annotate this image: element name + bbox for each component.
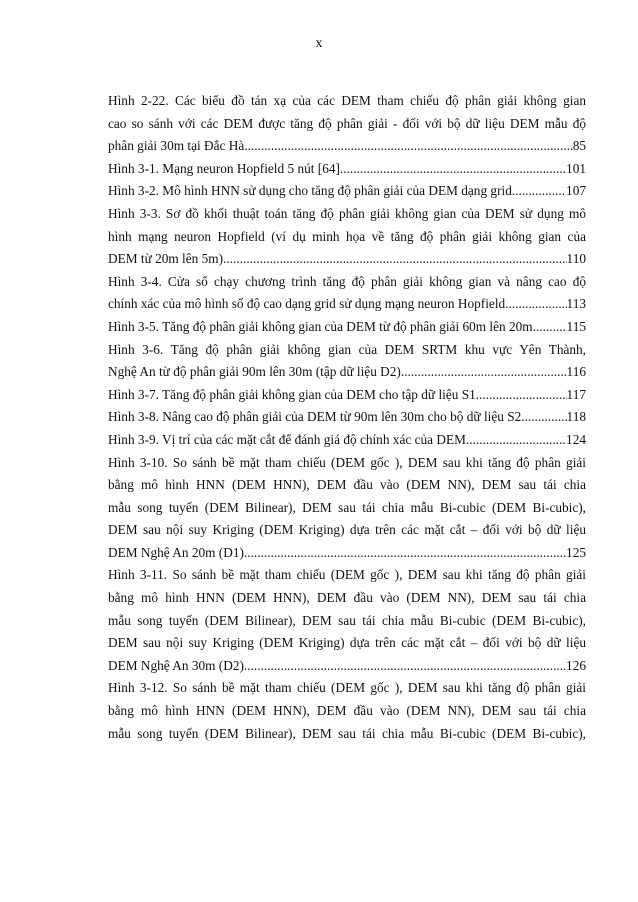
toc-entry-page: 126 [566, 657, 586, 673]
dot-leader [340, 158, 566, 181]
toc-entry-title: Hình 3-1. Mạng neuron Hopfield 5 nút [64] [108, 160, 340, 176]
toc-entry-page: 125 [566, 544, 586, 560]
toc-entry-page: 118 [566, 409, 586, 425]
toc-entry-line: DEM sau nội suy Kriging (DEM Kriging) dựa trên các mặt cắt – đối với bộ dữ liệu [108, 635, 586, 651]
toc-entry-title: Hình 3-2. Mô hình HNN sử dụng cho tăng độ phân giải của DEM dạng grid [108, 183, 512, 199]
toc-entry-page: 113 [566, 296, 586, 312]
dot-leader [401, 361, 567, 384]
toc-entry[interactable] [108, 452, 586, 565]
toc-entry[interactable] [108, 406, 586, 429]
toc-entry[interactable] [108, 677, 586, 745]
toc-entry-title: Hình 3-5. Tăng độ phân giải không gian của DEM từ độ phân giải 60m lên 20m. [108, 318, 536, 334]
toc-entry-line: Hình 3-12. So sánh bề mặt tham chiếu (DEM gốc ), DEM sau khi tăng độ phân giải [108, 680, 586, 696]
toc-entry[interactable] [108, 429, 586, 452]
toc-entry-last-line [108, 406, 586, 429]
toc-entry[interactable] [108, 180, 586, 203]
toc-entry-line: hình mạng neuron Hopfield (ví dụ minh họa về tăng độ phân giải không gian của [108, 228, 586, 244]
dot-leader [244, 135, 572, 158]
page-number: x [315, 36, 323, 51]
dot-leader [244, 655, 566, 678]
dot-leader [223, 248, 566, 271]
toc-entry-last-line [108, 361, 586, 384]
dot-leader [466, 429, 566, 452]
toc-entry-page: 110 [566, 251, 586, 267]
toc-entry-title: Hình 3-9. Vị trí của các mặt cắt để đánh giá độ chính xác của DEM [108, 431, 466, 447]
toc-entry-last-line [108, 158, 586, 181]
toc-entry-line: mẫu song tuyến (DEM Bilinear), DEM sau tái chia mẫu Bi-cubic (DEM Bi-cubic), [108, 725, 586, 741]
toc-entry-page: 115 [566, 318, 586, 334]
toc-entry-last-line [108, 429, 586, 452]
toc-entry-last-line [108, 180, 586, 203]
toc-entry[interactable] [108, 384, 586, 407]
toc-entry-title: Hình 3-8. Nâng cao độ phân giải của DEM từ 90m lên 30m cho bộ dữ liệu S2 [108, 409, 522, 425]
toc-entry-title: phân giải 30m tại Đắc Hà [108, 138, 245, 154]
toc-entry[interactable] [108, 339, 586, 384]
toc-entry-page: 85 [572, 138, 586, 154]
toc-entry[interactable] [108, 271, 586, 316]
toc-entry-title: DEM Nghệ An 20m (D1) [108, 544, 244, 560]
toc-entry-last-line [108, 135, 586, 158]
toc-entry-last-line [108, 542, 586, 565]
dot-leader [244, 542, 566, 565]
toc-entry-line: Hình 2-22. Các biểu đồ tán xạ của các DEM tham chiếu độ phân giải không gian [108, 93, 586, 108]
dot-leader [505, 293, 566, 316]
toc-entry-line: bằng mô hình HNN (DEM HNN), DEM đầu vào (DEM NN), DEM sau tái chia [108, 703, 586, 719]
toc-entry[interactable] [108, 203, 586, 271]
dot-leader [476, 384, 567, 407]
toc-entry-page: 124 [566, 431, 586, 447]
toc-entry[interactable] [108, 158, 586, 181]
toc-entry-page: 116 [566, 364, 586, 380]
dot-leader [512, 180, 566, 203]
toc-entry-title: Nghệ An từ độ phân giải 90m lên 30m (tập dữ liệu D2) [108, 364, 401, 380]
toc-entry[interactable] [108, 564, 586, 677]
toc-entry-last-line [108, 655, 586, 678]
toc-entry-page: 107 [566, 183, 586, 199]
toc-entry-line: Hình 3-10. So sánh bề mặt tham chiếu (DEM gốc ), DEM sau khi tăng độ phân giải [108, 454, 586, 470]
dot-leader [536, 316, 567, 339]
toc-entry-title: DEM Nghệ An 30m (D2) [108, 657, 244, 673]
toc-entry-title: Hình 3-7. Tăng độ phân giải không gian của DEM cho tập dữ liệu S1 [108, 386, 476, 402]
toc-entry-last-line [108, 384, 586, 407]
toc-entry-line: mẫu song tuyến (DEM Bilinear), DEM sau tái chia mẫu Bi-cubic (DEM Bi-cubic), [108, 612, 586, 628]
toc-entry[interactable] [108, 90, 586, 158]
toc-entry-last-line [108, 316, 586, 339]
toc-entry-line: bằng mô hình HNN (DEM HNN), DEM đầu vào (DEM NN), DEM sau tái chia [108, 477, 586, 493]
toc-entry-page: 117 [566, 386, 586, 402]
toc-entry-line: DEM sau nội suy Kriging (DEM Kriging) dựa trên các mặt cắt – đối với bộ dữ liệu [108, 522, 586, 538]
dot-leader [521, 406, 566, 429]
toc-entry-line: bằng mô hình HNN (DEM HNN), DEM đầu vào (DEM NN), DEM sau tái chia [108, 590, 586, 606]
toc-entry-line: Hình 3-11. So sánh bề mặt tham chiếu (DEM gốc ), DEM sau khi tăng độ phân giải [108, 567, 586, 583]
toc-entry-last-line [108, 293, 586, 316]
toc-entry-line: cao so sánh với các DEM được tăng độ phân giải - đối với bộ dữ liệu DEM mẫu độ [108, 115, 586, 131]
toc-entry[interactable] [108, 316, 586, 339]
toc-entry-line: Hình 3-3. Sơ đồ khối thuật toán tăng độ phân giải không gian của DEM sử dụng mô [108, 205, 586, 221]
toc-entry-title: chính xác của mô hình số độ cao dạng grid sử dụng mạng neuron Hopfield [108, 296, 506, 312]
toc-entry-page: 101 [566, 160, 586, 176]
toc-entry-last-line [108, 248, 586, 271]
toc-entry-title: DEM từ 20m lên 5m) [108, 251, 224, 267]
toc-entry-line: Hình 3-4. Cửa sổ chạy chương trình tăng độ phân giải không gian và nâng cao độ [108, 273, 586, 289]
toc-entry-line: Hình 3-6. Tăng độ phân giải không gian của DEM SRTM khu vực Yên Thành, [108, 341, 586, 357]
toc-entry-line: mẫu song tuyến (DEM Bilinear), DEM sau tái chia mẫu Bi-cubic (DEM Bi-cubic), [108, 499, 586, 515]
list-of-figures [108, 90, 586, 745]
